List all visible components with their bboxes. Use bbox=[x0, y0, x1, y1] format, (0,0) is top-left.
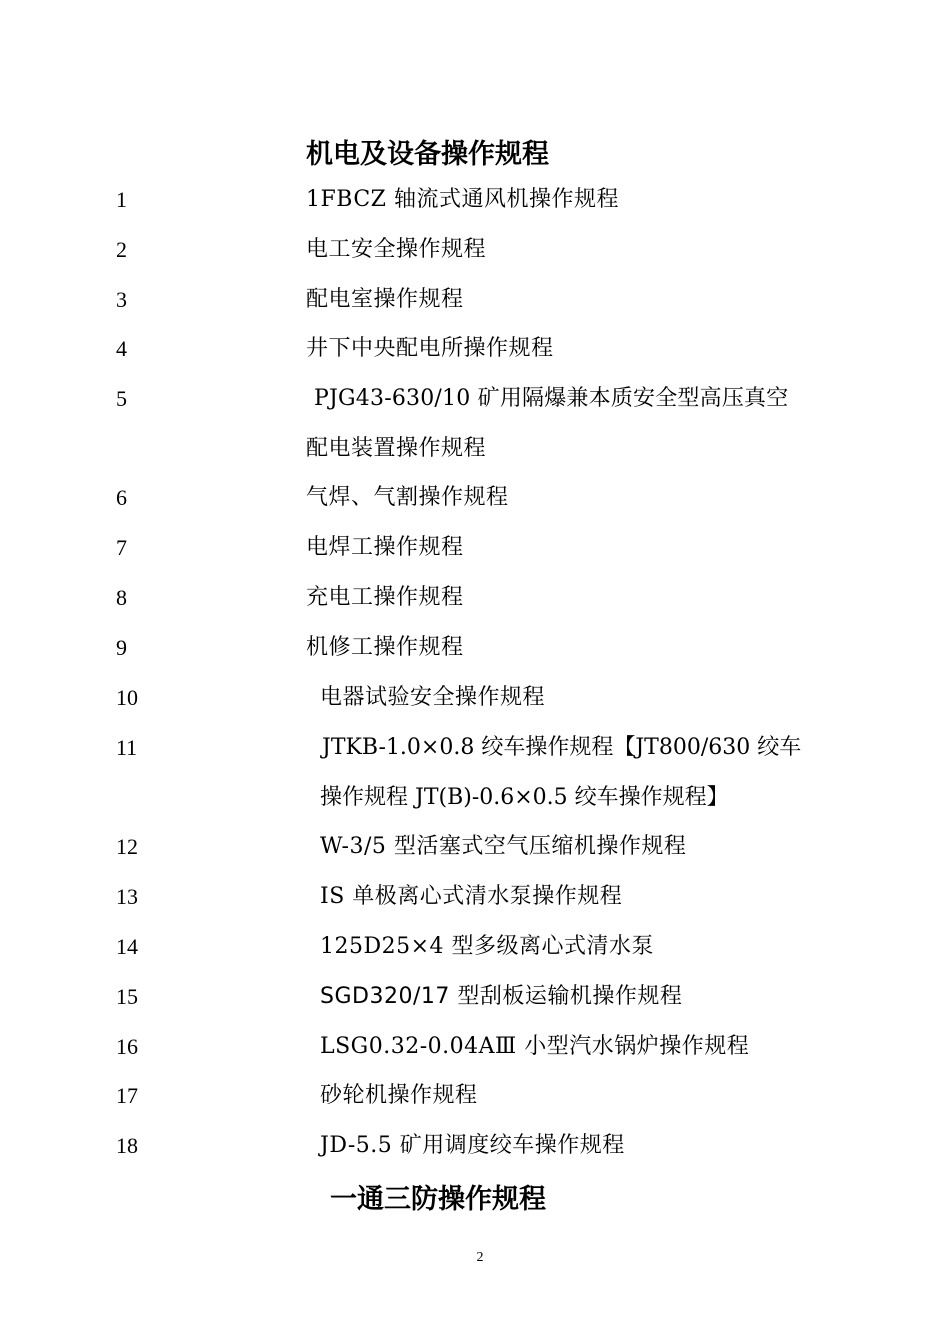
toc-item-number: 1 bbox=[116, 187, 127, 212]
toc-item-number: 13 bbox=[116, 884, 138, 909]
toc-item-number: 4 bbox=[116, 336, 127, 361]
toc-item-number: 6 bbox=[116, 485, 127, 510]
toc-item-text-continued: 操作规程 JT(B)-0.6×0.5 绞车操作规程】 bbox=[320, 785, 729, 810]
toc-item-number: 11 bbox=[116, 735, 138, 760]
toc-item-number: 16 bbox=[116, 1034, 138, 1059]
toc-item-text-continued: 配电装置操作规程 bbox=[306, 436, 487, 461]
toc-item-text: 机修工操作规程 bbox=[306, 635, 464, 660]
toc-item-number: 15 bbox=[116, 984, 138, 1009]
toc-item-text: 125D25×4 型多级离心式清水泵 bbox=[320, 934, 655, 959]
toc-item-text: 砂轮机操作规程 bbox=[320, 1083, 478, 1108]
toc-item-number: 12 bbox=[116, 834, 138, 859]
toc-item-text: SGD320/17 型刮板运输机操作规程 bbox=[320, 984, 683, 1009]
toc-item-text: JD-5.5 矿用调度绞车操作规程 bbox=[320, 1133, 625, 1158]
toc-item-number: 8 bbox=[116, 585, 127, 610]
toc-item-text: 井下中央配电所操作规程 bbox=[306, 336, 554, 361]
toc-item-number: 17 bbox=[116, 1083, 138, 1108]
toc-item-number: 5 bbox=[116, 386, 127, 411]
page-title: 机电及设备操作规程 bbox=[306, 139, 549, 170]
toc-item-text: 电器试验安全操作规程 bbox=[320, 685, 546, 710]
section-title: 一通三防操作规程 bbox=[330, 1184, 546, 1215]
page-number: 2 bbox=[476, 1250, 484, 1265]
toc-item-text: IS 单极离心式清水泵操作规程 bbox=[320, 884, 623, 909]
toc-item-number: 7 bbox=[116, 535, 127, 560]
toc-item-text: W-3/5 型活塞式空气压缩机操作规程 bbox=[320, 834, 687, 859]
toc-item-number: 3 bbox=[116, 287, 127, 312]
toc-item-number: 9 bbox=[116, 635, 127, 660]
toc-item-text: JTKB-1.0×0.8 绞车操作规程【JT800/630 绞车 bbox=[322, 735, 802, 760]
toc-item-number: 18 bbox=[116, 1133, 138, 1158]
toc-item-text: 电焊工操作规程 bbox=[306, 535, 464, 560]
toc-item-text: 气焊、气割操作规程 bbox=[306, 485, 509, 510]
toc-item-number: 2 bbox=[116, 237, 127, 262]
toc-item-number: 10 bbox=[116, 685, 138, 710]
toc-item-text: 配电室操作规程 bbox=[306, 287, 464, 312]
toc-item-text: PJG43-630/10 矿用隔爆兼本质安全型高压真空 bbox=[314, 386, 789, 411]
toc-item-text: 1FBCZ 轴流式通风机操作规程 bbox=[306, 187, 619, 212]
toc-item-text: LSG0.32-0.04AⅢ 小型汽水锅炉操作规程 bbox=[320, 1034, 750, 1059]
toc-item-text: 充电工操作规程 bbox=[306, 585, 464, 610]
toc-item-text: 电工安全操作规程 bbox=[306, 237, 487, 262]
toc-item-number: 14 bbox=[116, 934, 138, 959]
